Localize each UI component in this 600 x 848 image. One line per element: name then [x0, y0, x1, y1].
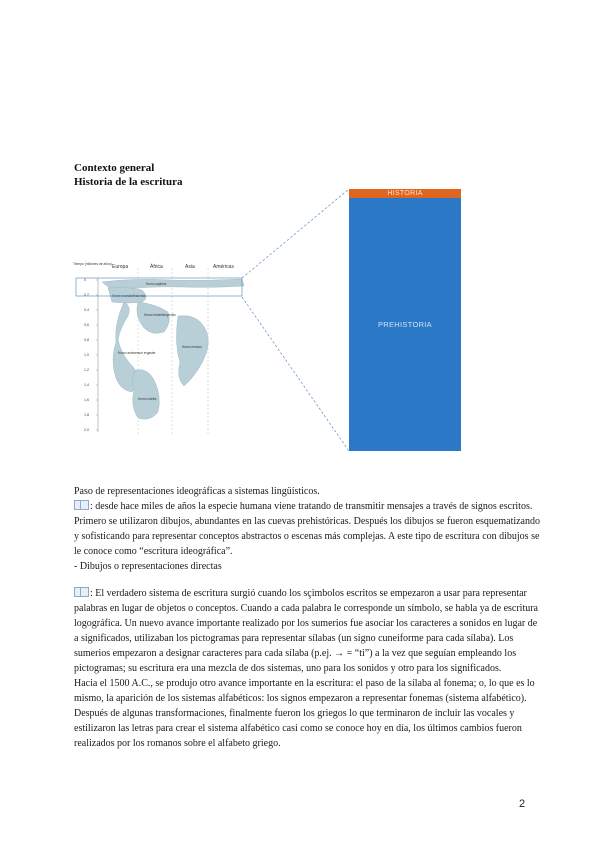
historia-band: HISTORIA: [349, 189, 461, 198]
species-shape-erectus: [176, 316, 208, 386]
species-label-habilis: Homo habilis: [138, 397, 157, 401]
book-reference-icon: [74, 587, 89, 597]
diagram-region-europa: Europa: [112, 264, 129, 270]
section-heading: Contexto general: [74, 162, 155, 174]
block2-paragraph-1-text: : El verdadero sistema de escritura surgió cuando los sçimbolos escritos se empezaron a usar para representar palabras en lugar de objetos o conceptos. Cuando a cada palabra le corresponde un símbolo, se habla ya de escritura logográfica. Un nuevo avance importante realizado por los sumerios fue asociar los caracteres a sonidos en lugar de a significados, utilizaban los pictogramas para representar sílabas (un signo cuneiforme para cada sílaba). Los sumerios empezaron a designar caracteres para cada sílaba (p.ej. → = “ti”) a la vez que seguían empleando los pictogramas; su escritura era una mezcla de dos sistemas, uno para los sonidos y otro para los significados.: [74, 588, 538, 674]
diagram-axis-tick: 0,2: [84, 293, 89, 298]
block2-paragraph-3: Después de algunas transformaciones, finalmente fueron los griegos lo que terminaron de incluir las vocales y estilizaron las letras para crear el sistema alfabético casi como se conoce hoy en día, los últimos cambios fueron realizados por los romanos sobre el alfabeto griego.: [74, 708, 522, 749]
diagram-axis-tick: 1,2: [84, 368, 89, 373]
history-timeline-bar: [349, 189, 461, 451]
diagram-axis-tick: 1,0: [84, 353, 89, 358]
diagram-axis-label: Tiempo (millones de años): [73, 262, 112, 266]
block1-bullet: - Dibujos o representaciones directas: [74, 561, 222, 572]
subsection-heading: Historia de la escritura: [74, 176, 183, 188]
diagram-axis-tick: 0,6: [84, 323, 89, 328]
species-shape-habilis: [132, 370, 159, 419]
species-label-heidelbergensis: Homo heidelbergensis: [144, 313, 176, 317]
diagram-axis-tick: 0,4: [84, 308, 89, 313]
species-label-sapiens: Homo sapiens: [146, 282, 167, 286]
diagram-axis-tick: 0: [84, 278, 86, 283]
diagram-axis-tick: 1,4: [84, 383, 89, 388]
diagram-region-asia: Asia: [185, 264, 195, 270]
page-number: 2: [519, 798, 526, 810]
species-label-neanderthalensis: Homo neanderthalensis: [112, 294, 146, 298]
block1-paragraph-text: : desde hace miles de años la especie humana viene tratando de transmitir mensajes a través de signos escritos. Primero se utilizaron dibujos, abundantes en las cuevas prehistóricas. Después los dibujos se fueron esquematizando y sofisticando para representar conceptos abstractos o escenas más complejas. A este tipo de escritura con dibujos se le conoce como “escritura ideográfica”.: [74, 501, 540, 557]
human-evolution-diagram: [72, 250, 252, 440]
species-label-erectus: Homo erectus: [182, 345, 202, 349]
block1-title: Paso de representaciones ideográficas a sistemas lingüísticos.: [74, 486, 320, 497]
diagram-axis-tick: 1,8: [84, 413, 89, 418]
diagram-axis-tick: 1,6: [84, 398, 89, 403]
text-block-ideographic: [74, 484, 544, 574]
diagram-axis-tick: 0,8: [84, 338, 89, 343]
book-reference-icon: [74, 500, 89, 510]
block1-paragraph: [74, 499, 544, 559]
prehistoria-label: PREHISTORIA: [377, 320, 432, 329]
diagram-axis-tick: 2,0: [84, 428, 89, 433]
diagram-region-africa: África: [150, 264, 163, 270]
block2-paragraph-1: [74, 586, 544, 676]
block2-paragraph-2: Hacia el 1500 A.C., se produjo otro avance importante en la escritura: el paso de la sílaba al fonema; o, lo que es lo mismo, la aparición de los sistemas alfabéticos: los signos empezaron a representar fonemas (sistema alfabético).: [74, 678, 535, 704]
species-label-antecessor: Homo antecessor ergaster: [118, 351, 156, 355]
text-block-logographic: [74, 586, 544, 751]
species-shape-heidelbergensis: [137, 302, 169, 333]
diagram-region-americas: Américas: [213, 264, 234, 270]
